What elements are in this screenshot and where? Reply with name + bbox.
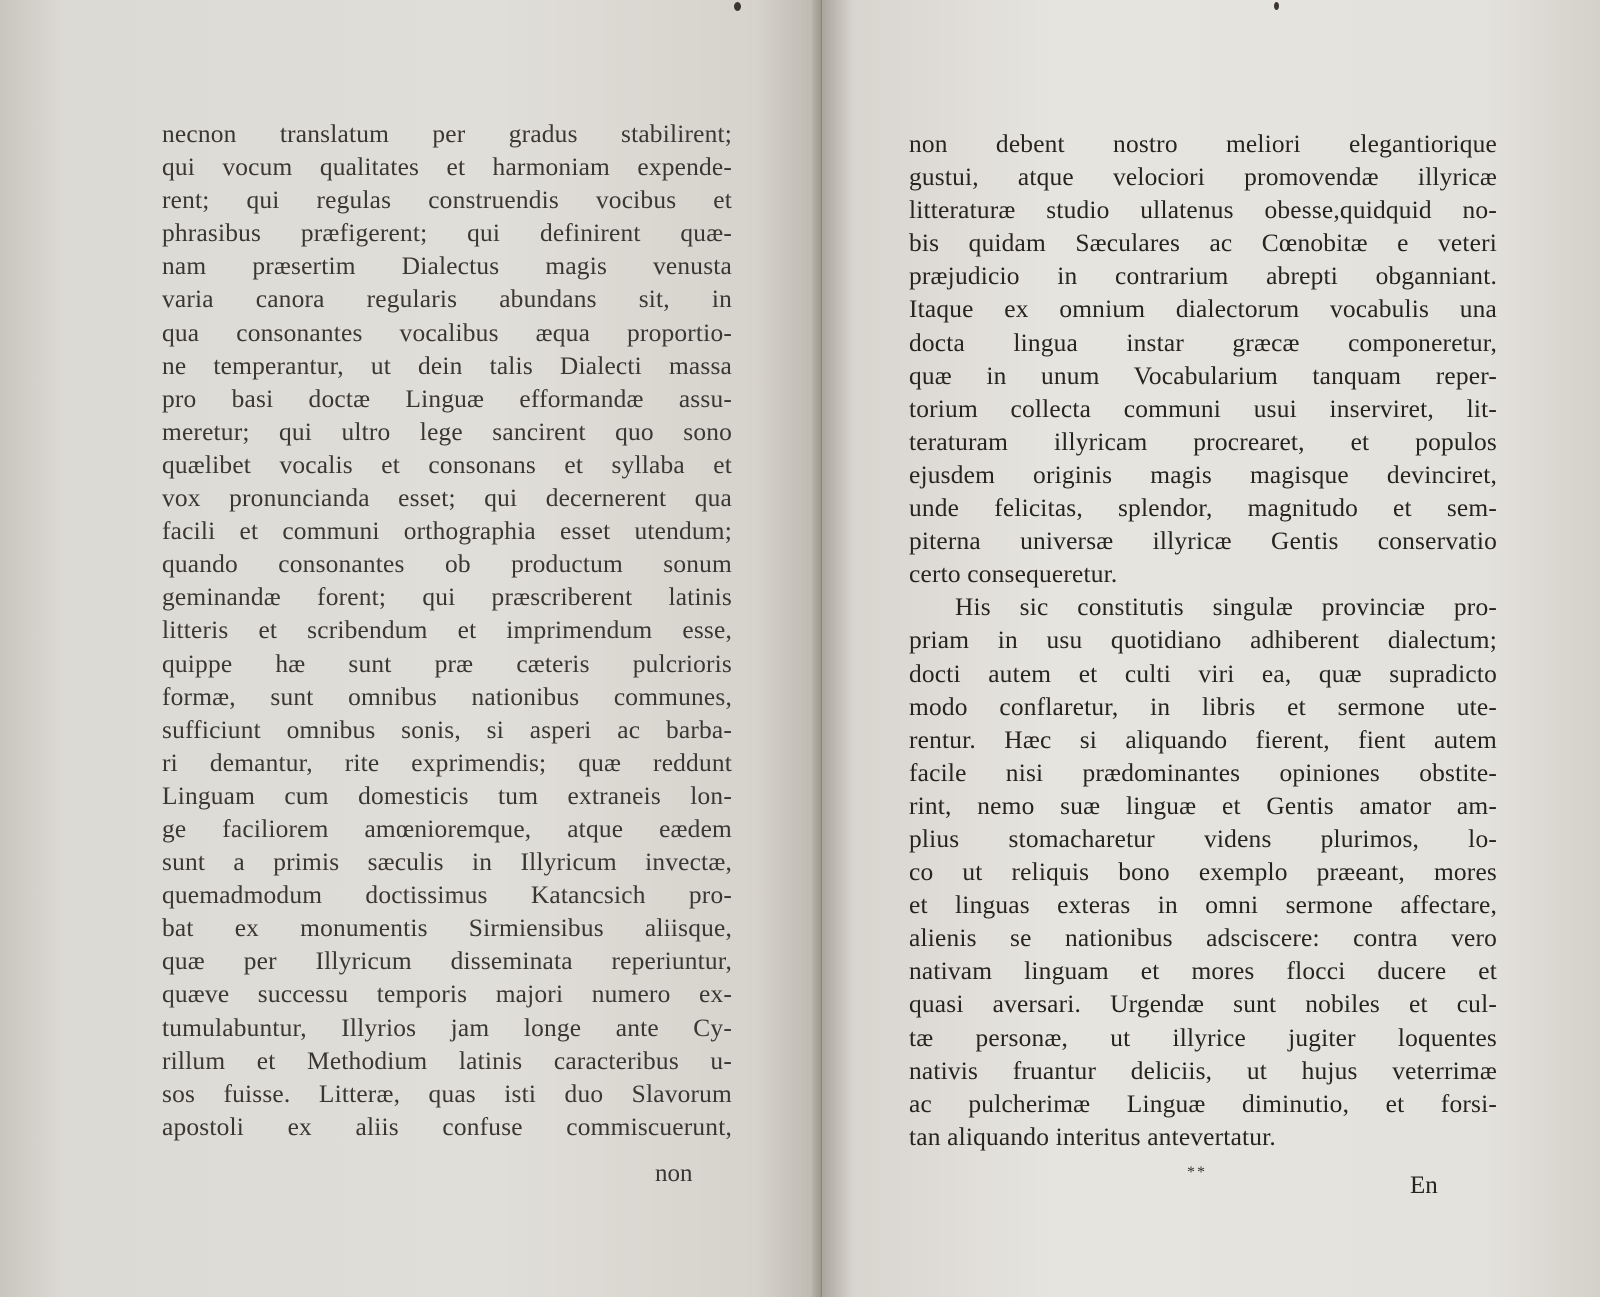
ink-speck: [1274, 2, 1279, 10]
text-line: quando consonantes ob productum sonum: [162, 550, 732, 579]
text-line: meretur; qui ultro lege sancirent quo sono: [162, 417, 732, 446]
text-line: litteris et scribendum et imprimendum esse,: [162, 616, 732, 645]
text-line: ri demantur, rite exprimendis; quæ reddunt: [162, 748, 732, 777]
text-line: rillum et Methodium latinis caracteribus u-: [162, 1046, 732, 1075]
text-line: co ut reliquis bono exemplo præeant, mores: [909, 858, 1497, 887]
text-line: sunt a primis sæculis in Illyricum invectæ,: [162, 848, 732, 877]
text-line: quælibet vocalis et consonans et syllaba et: [162, 450, 732, 479]
text-line: sufficiunt omnibus sonis, si asperi ac barba-: [162, 715, 732, 744]
text-line: qua consonantes vocalibus æqua proportio-: [162, 318, 732, 347]
text-line: quæ in unum Vocabularium tanquam reper-: [909, 361, 1497, 390]
text-line: varia canora regularis abundans sit, in: [162, 285, 732, 314]
text-line: teraturam illyricam procrearet, et populos: [909, 427, 1497, 456]
text-line: His sic constitutis singulæ provinciæ pro-: [955, 593, 1497, 622]
text-line: quæve successu temporis majori numero ex-: [162, 980, 732, 1009]
text-line: ne temperantur, ut dein talis Dialecti massa: [162, 351, 732, 380]
text-line: litteraturæ studio ullatenus obesse,quidquid no-: [909, 196, 1497, 225]
text-line: rint, nemo suæ linguæ et Gentis amator am-: [909, 791, 1497, 820]
text-line: docta lingua instar græcæ componeretur,: [909, 328, 1497, 357]
text-line: docti autem et culti viri ea, quæ supradicto: [909, 659, 1497, 688]
text-line: quasi aversari. Urgendæ sunt nobiles et cul-: [909, 990, 1497, 1019]
text-line: formæ, sunt omnibus nationibus communes,: [162, 682, 732, 711]
text-line: qui vocum qualitates et harmoniam expende-: [162, 153, 732, 182]
text-line: pro basi doctæ Linguæ efformandæ assu-: [162, 384, 732, 413]
text-line: tan aliquando interitus antevertatur.: [909, 1122, 1276, 1151]
text-line: non debent nostro meliori elegantiorique: [909, 130, 1497, 158]
text-line: ac pulcherimæ Linguæ diminutio, et forsi-: [909, 1089, 1497, 1118]
text-line: torium collecta communi usui inserviret, lit-: [909, 394, 1497, 423]
text-line: nam præsertim Dialectus magis venusta: [162, 252, 732, 281]
text-line: phrasibus præfigerent; qui definirent quæ-: [162, 219, 732, 248]
right-page-text: [909, 128, 1497, 1154]
text-line: Linguam cum domesticis tum extraneis lon-: [162, 781, 732, 810]
text-line: quippe hæ sunt præ cæteris pulcrioris: [162, 649, 732, 678]
text-line: quæ per Illyricum disseminata reperiuntur,: [162, 947, 732, 976]
text-line: certo consequeretur.: [909, 560, 1118, 589]
ink-speck: [734, 2, 741, 11]
text-line: Itaque ex omnium dialectorum vocabulis una: [909, 295, 1497, 324]
right-catchword: En: [1410, 1172, 1438, 1199]
text-line: rentur. Hæc si aliquando fierent, fient autem: [909, 725, 1497, 754]
text-line: ejusdem originis magis magisque devinciret,: [909, 460, 1497, 489]
left-page-text: [162, 118, 732, 1144]
text-line: priam in usu quotidiano adhiberent dialectum;: [909, 626, 1497, 655]
text-line: bat ex monumentis Sirmiensibus aliisque,: [162, 914, 732, 943]
text-line: unde felicitas, splendor, magnitudo et sem-: [909, 494, 1497, 523]
text-line: quemadmodum doctissimus Katancsich pro-: [162, 881, 732, 910]
text-line: vox pronuncianda esset; qui decernerent qua: [162, 484, 732, 513]
signature-mark: **: [1187, 1164, 1207, 1181]
text-line: necnon translatum per gradus stabilirent;: [162, 120, 732, 148]
text-line: ge faciliorem amœnioremque, atque eædem: [162, 814, 732, 843]
text-line: nativis fruantur deliciis, ut hujus veterrimæ: [909, 1056, 1497, 1085]
text-line: apostoli ex aliis confuse commiscuerunt,: [162, 1112, 732, 1141]
text-line: bis quidam Sæculares ac Cœnobitæ e veteri: [909, 229, 1497, 258]
text-line: tumulabuntur, Illyrios jam longe ante Cy-: [162, 1013, 732, 1042]
text-line: facili et communi orthographia esset utendum;: [162, 517, 732, 546]
text-line: tæ personæ, ut illyrice jugiter loquentes: [909, 1023, 1497, 1052]
text-line: modo conflaretur, in libris et sermone ute-: [909, 692, 1497, 721]
text-line: piterna universæ illyricæ Gentis conservatio: [909, 527, 1497, 556]
text-line: facile nisi prædominantes opiniones obstite-: [909, 758, 1497, 787]
right-page: [822, 0, 1600, 1297]
left-catchword: non: [655, 1160, 693, 1187]
text-line: gustui, atque velociori promovendæ illyricæ: [909, 163, 1497, 192]
text-line: sos fuisse. Litteræ, quas isti duo Slavorum: [162, 1079, 732, 1108]
text-line: præjudicio in contrarium abrepti obganniant.: [909, 262, 1497, 291]
text-line: geminandæ forent; qui præscriberent latinis: [162, 583, 732, 612]
text-line: et linguas exteras in omni sermone affectare,: [909, 891, 1497, 920]
text-line: rent; qui regulas construendis vocibus et: [162, 186, 732, 215]
text-line: plius stomacharetur videns plurimos, lo-: [909, 824, 1497, 853]
text-line: nativam linguam et mores flocci ducere et: [909, 957, 1497, 986]
text-line: alienis se nationibus adsciscere: contra vero: [909, 924, 1497, 953]
